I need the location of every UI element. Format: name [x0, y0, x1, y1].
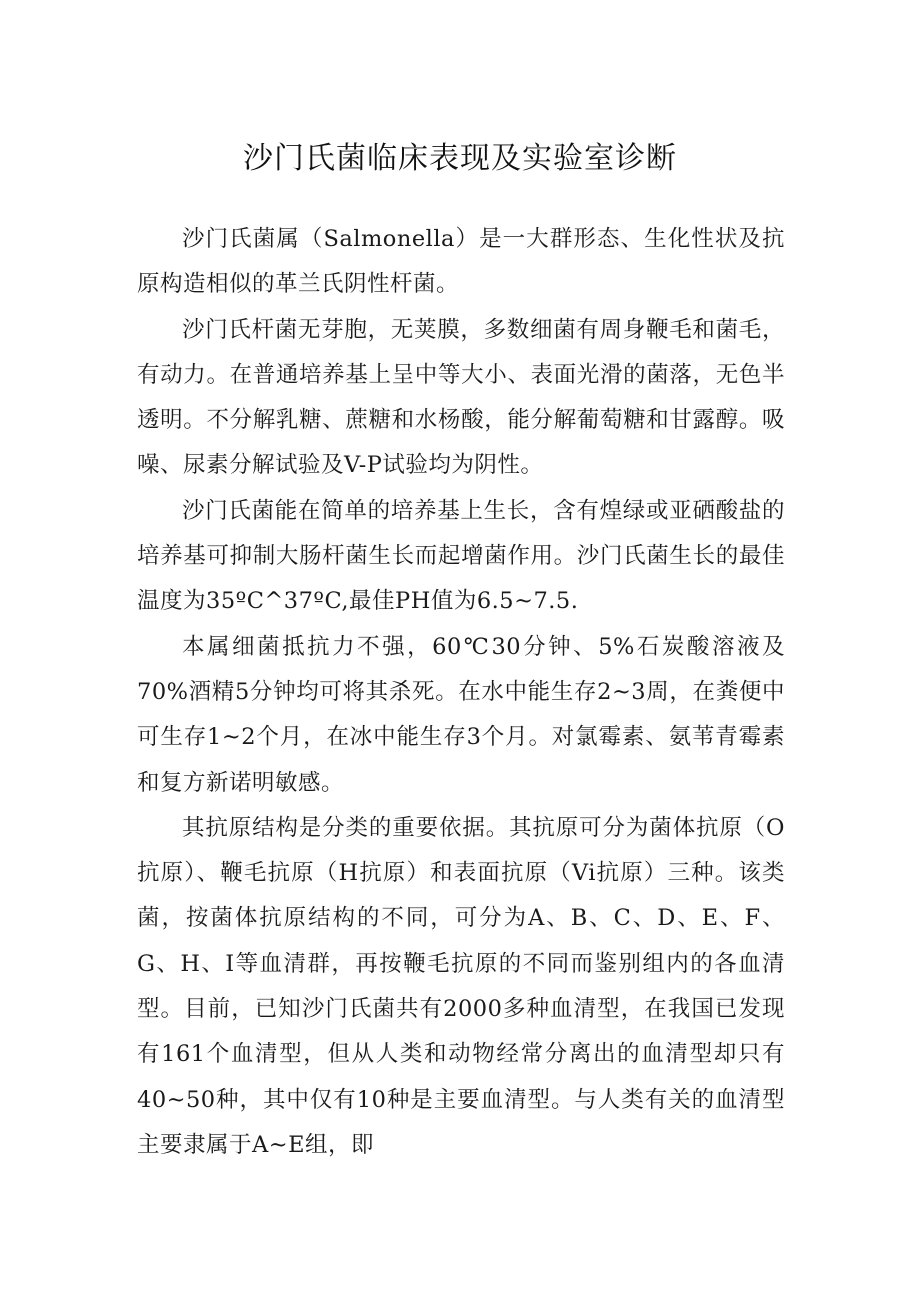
paragraph-4: 本属细菌抵抗力不强，60℃30分钟、5%石炭酸溶液及70%酒精5分钟均可将其杀死。在水中能生存2~3周，在粪便中可生存1~2个月，在冰中能生存3个月。对氯霉素、氨苇青霉素和复方新诺明敏感。 — [137, 633, 785, 796]
paragraph-2: 沙门氏杆菌无芽胞，无荚膜，多数细菌有周身鞭毛和菌毛，有动力。在普通培养基上呈中等大小、表面光滑的菌落，无色半透明。不分解乳糖、蔗糖和水杨酸，能分解葡萄糖和甘露醇。吸噪、尿素分解试验及V-P试验均为阴性。 — [137, 316, 785, 479]
paragraph-1: 沙门氏菌属（Salmonella）是一大群形态、生化性状及抗原构造相似的革兰氏阴性杆菌。 — [137, 226, 785, 298]
paragraph-5: 其抗原结构是分类的重要依据。其抗原可分为菌体抗原（O抗原）、鞭毛抗原（H抗原）和表面抗原（Vi抗原）三种。该类菌，按菌体抗原结构的不同，可分为A、B、C、D、E、F、G、H、I等血清群，再按鞭毛抗原的不同而鉴别组内的各血清型。目前，已知沙门氏菌共有2000多种血清型，在我国已发现有161个血清型，但从人类和动物经常分离出的血清型却只有40~50种，其中仅有10种是主要血清型。与人类有关的血清型主要隶属于A~E组，即 — [137, 814, 785, 1158]
document-body — [137, 217, 785, 1168]
paragraph-3: 沙门氏菌能在简单的培养基上生长，含有煌绿或亚硒酸盐的培养基可抑制大肠杆菌生长而起增菌作用。沙门氏菌生长的最佳温度为35ºC^37ºC,最佳PH值为6.5~7.5. — [137, 497, 785, 615]
document-title: 沙门氏菌临床表现及实验室诊断 — [243, 141, 677, 176]
